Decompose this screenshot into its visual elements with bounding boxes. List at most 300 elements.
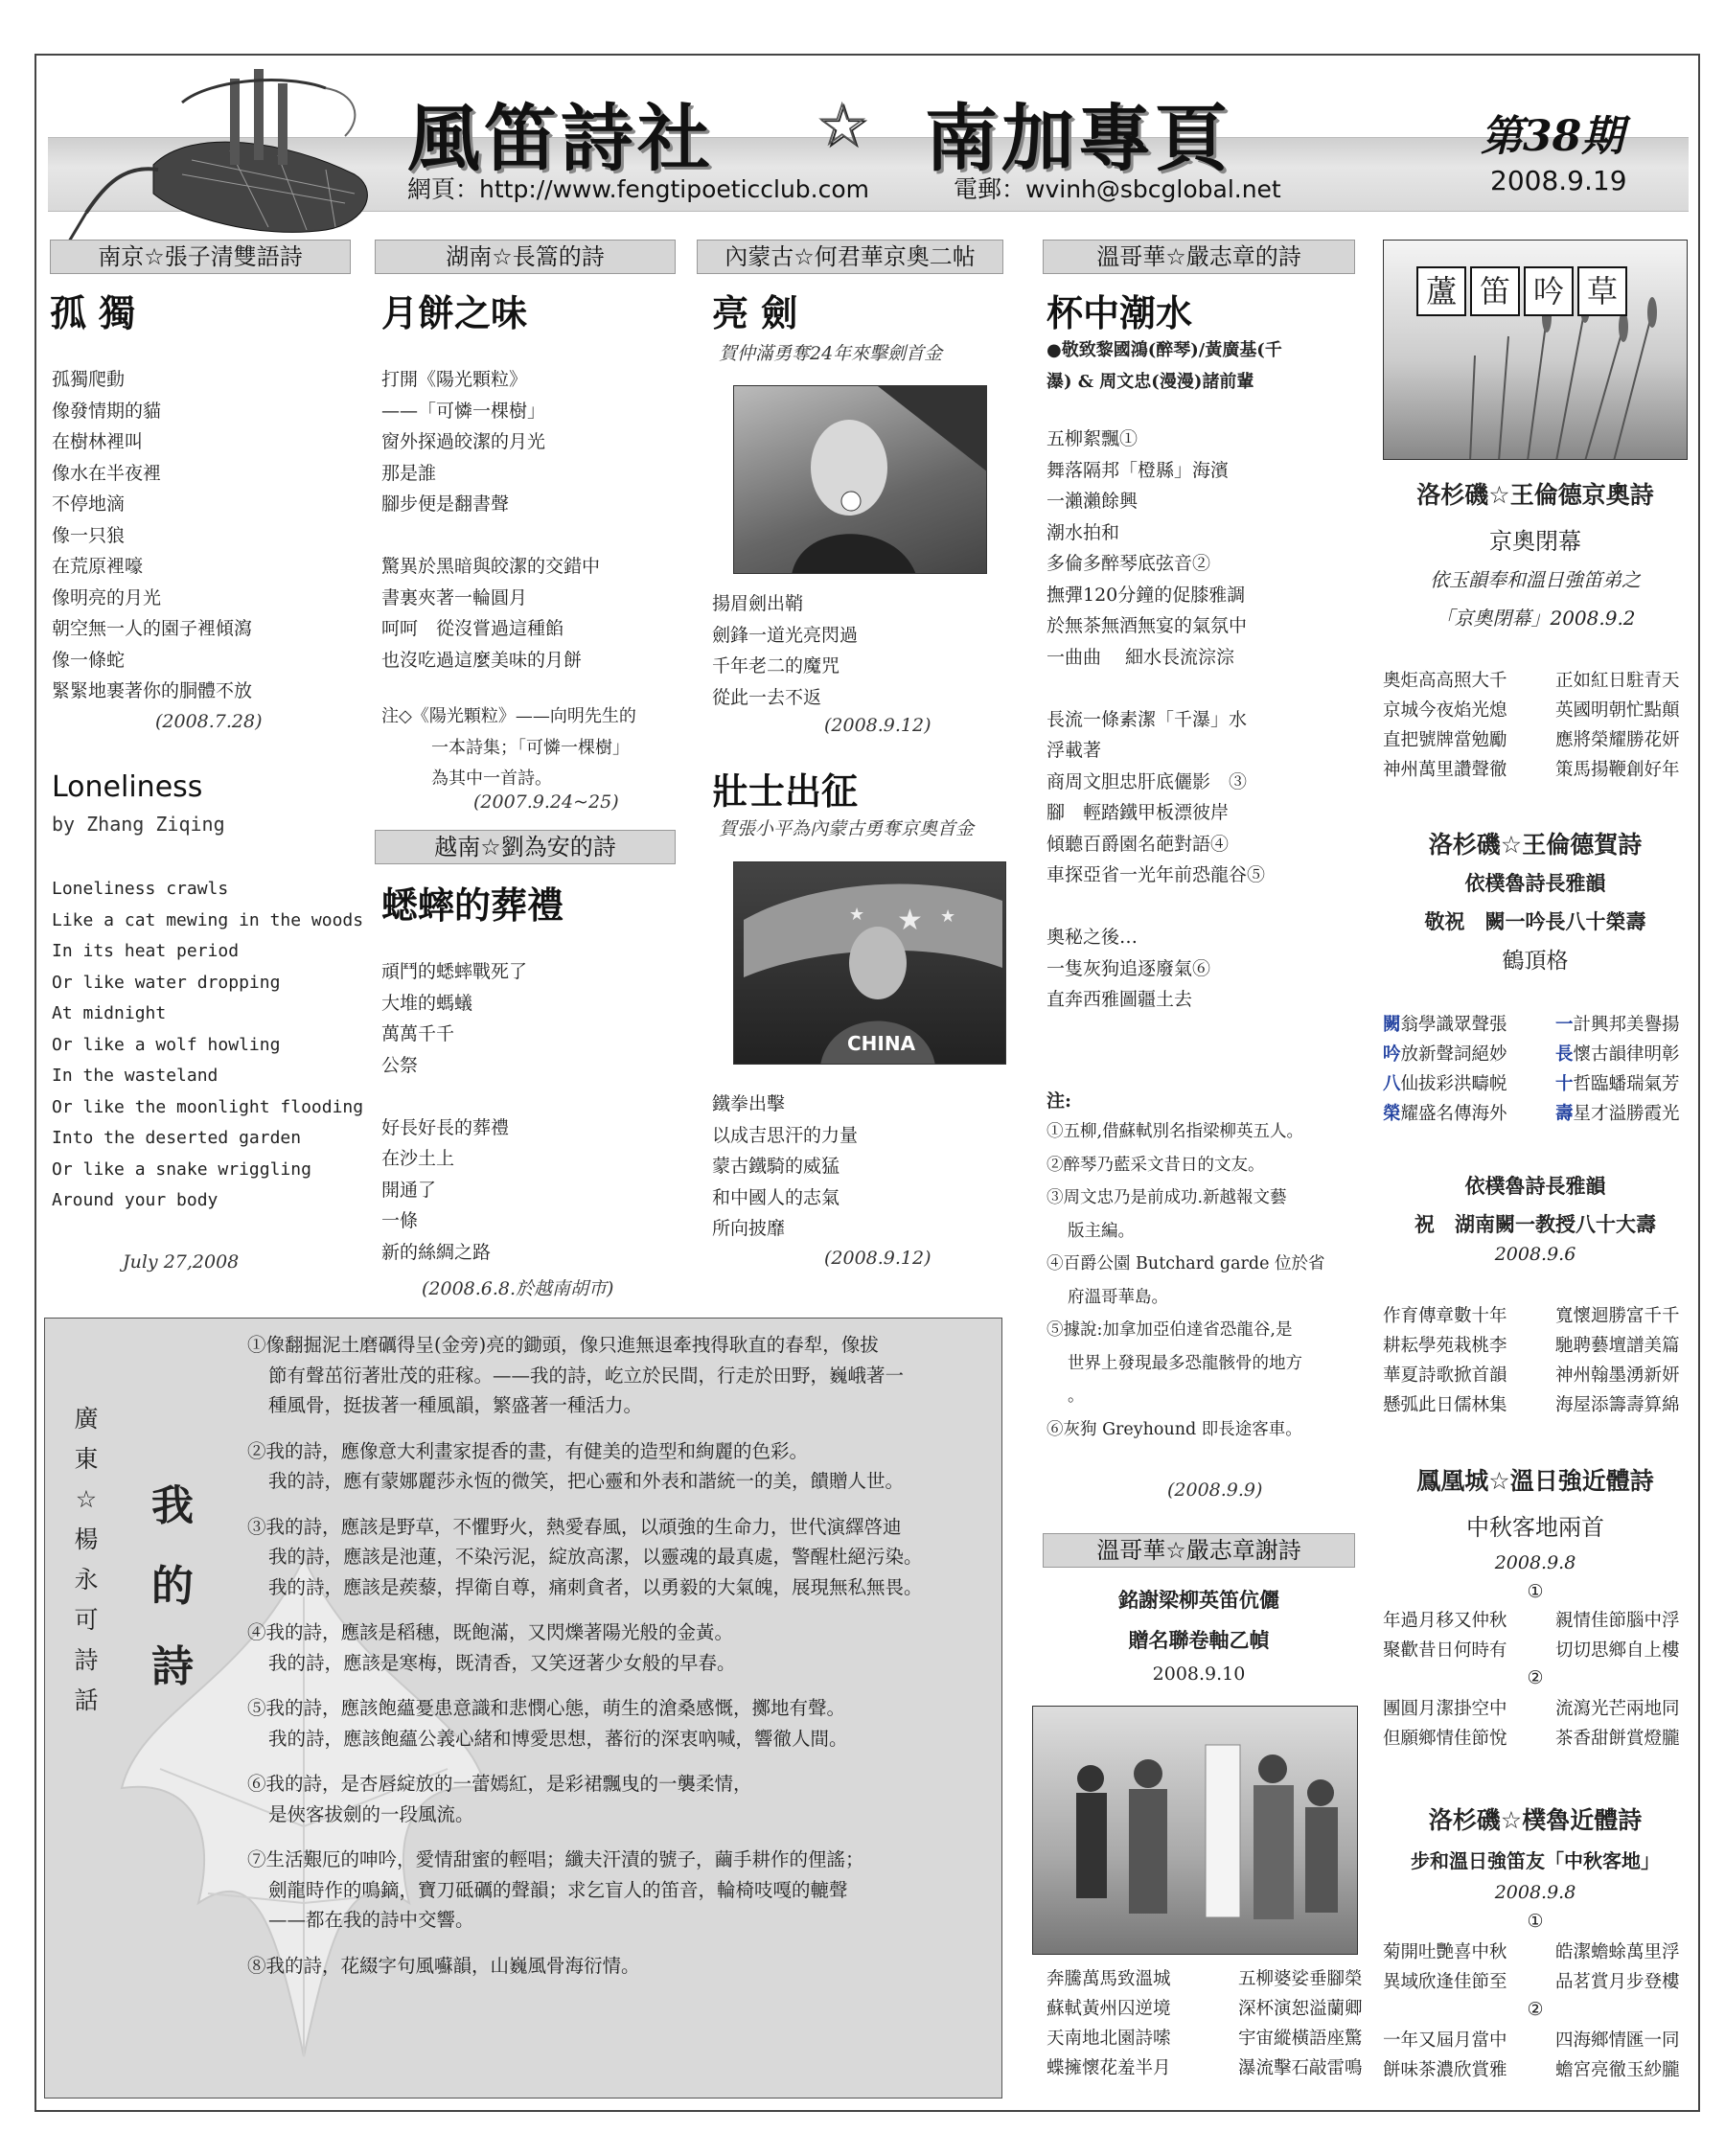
- poem-line: 流瀉光芒兩地同: [1555, 1699, 1680, 1719]
- poem-line: 撫彈120分鐘的促膝雅調: [1046, 584, 1246, 606]
- poem-line: 蝶擁懷花羞半月: [1046, 2058, 1171, 2078]
- svg-text:★: ★: [940, 906, 956, 927]
- talk-line: ④我的詩，應該是稻穗，既飽滿，又閃爍著陽光般的金黃。: [247, 1621, 734, 1643]
- poem-line: 於無茶無酒無宴的氣氛中: [1046, 615, 1248, 636]
- poem-line: 浮載著: [1046, 740, 1102, 761]
- title-char: 我: [151, 1481, 194, 1530]
- talk-paragraph: [247, 1769, 995, 1829]
- poem-line: 傾聽百爵園名葩對語④: [1046, 833, 1230, 855]
- poem-line: 萬萬千千: [381, 1023, 455, 1044]
- talk-paragraph: [247, 1330, 995, 1421]
- poem-line: 懸弧此日儒林集: [1383, 1395, 1507, 1415]
- poem-line: Or like the moonlight flooding: [52, 1096, 364, 1117]
- poem-line: [1555, 1040, 1699, 1069]
- issue-date: 2008.9.19: [1490, 165, 1627, 196]
- photo-jersey-text: CHINA: [847, 1032, 916, 1055]
- poem-line: [1383, 1069, 1544, 1099]
- talk-paragraph: [247, 1436, 995, 1497]
- website-link[interactable]: 網頁：http://www.fengtipoeticclub.com: [407, 175, 870, 203]
- talk-line: ①像翻掘泥土磨礪得呈(金旁)亮的鋤頭，像只進無退牽拽得耿直的春犁，像拔: [247, 1334, 879, 1356]
- poem-line: Like a cat mewing in the woods: [52, 909, 364, 930]
- poem-line: 公祭: [381, 1054, 419, 1076]
- note-line: ①五柳,借蘇軾別名指梁柳英五人。: [1046, 1122, 1304, 1141]
- acrostic-char: 八: [1383, 1074, 1401, 1094]
- poem-line: 新的絲綢之路: [381, 1241, 492, 1263]
- poem-couplet: [1383, 1938, 1699, 1967]
- poem-line: 天南地北園詩嗦: [1046, 2029, 1171, 2049]
- poem-line: 正如紅日駐青天: [1555, 671, 1680, 691]
- poem-line: 潮水拍和: [1046, 521, 1120, 543]
- thanks-poem-subtitle: 贈名聯卷軸乙幀: [1128, 1628, 1270, 1652]
- poem-line: 從此一去不返: [712, 686, 822, 708]
- acrostic-char: 榮: [1383, 1104, 1401, 1124]
- poem-line: 茶香甜餅賞燈朧: [1555, 1729, 1680, 1749]
- poem-line: Or like a snake wriggling: [52, 1158, 311, 1180]
- poem-couplet: [1383, 2055, 1699, 2085]
- poem-line: ——「可憐一棵樹」: [381, 400, 546, 422]
- fencer-photo: [733, 385, 987, 574]
- acrostic-char: 一: [1555, 1015, 1574, 1035]
- poem-couplet: [1383, 1040, 1699, 1069]
- poem-line: 一曲曲 細水長流淙淙: [1046, 646, 1235, 668]
- talk-line: ⑥我的詩，是杏唇綻放的一蕾嫣紅，是彩裙飄曳的一襲柔情，: [247, 1773, 752, 1795]
- acrostic-char: 壽: [1555, 1104, 1574, 1124]
- poem-line: [381, 520, 600, 552]
- author-char: 永: [74, 1566, 99, 1594]
- poem-title-sword: 亮 劍: [712, 292, 798, 334]
- acrostic-char: 吟: [1383, 1044, 1401, 1065]
- section-header-col2: 湖南☆長篙的詩: [375, 240, 676, 274]
- poem-couplet: [1383, 1967, 1699, 1997]
- section-header-col4b: 溫哥華☆嚴志章謝詩: [1043, 1533, 1355, 1568]
- poem-couplet: [1383, 2026, 1699, 2055]
- poem-couplet: [1046, 2024, 1409, 2053]
- logo-char: 草: [1577, 266, 1627, 316]
- poem-note: [381, 701, 636, 795]
- line-rest: 哲臨蟠瑞氣芳: [1573, 1074, 1680, 1094]
- poem-line: [1383, 1099, 1544, 1129]
- poem-couplet: [1383, 1724, 1699, 1754]
- poem-line: 劍鋒一道光亮閃過: [712, 624, 859, 646]
- poem-number: ①: [1527, 1911, 1544, 1932]
- poem-number: ①: [1527, 1581, 1544, 1602]
- poem-body-cricket: [381, 956, 527, 1268]
- note-line: 。: [1068, 1387, 1085, 1406]
- poem-line: Or like water dropping: [52, 972, 281, 993]
- poem-subtitle: 依樸魯詩長雅韻: [1464, 1174, 1606, 1198]
- note-line: 一本詩集；「可憐一棵樹」: [431, 737, 630, 758]
- poem-couplet: [1383, 1099, 1699, 1129]
- poem-date: (2008.9.9): [1167, 1479, 1263, 1501]
- poem-line: 窗外探過皎潔的月光: [381, 431, 546, 452]
- poem-body-olympic-closing: [1383, 666, 1699, 785]
- poem-line: 在樹林裡叫: [52, 431, 144, 452]
- author-char: 可: [74, 1606, 99, 1634]
- header-title-left: 風笛詩社: [407, 96, 714, 181]
- dedication-line: ●敬致黎國鴻(醉琴)/黃廣基(千: [1046, 340, 1282, 360]
- poetry-talk-title: [144, 1466, 201, 1708]
- poem-form: 鶴頂格: [1502, 949, 1569, 974]
- poem-line: 像一只狼: [52, 524, 126, 546]
- poem-line: 直把號牌當勉勵: [1383, 730, 1507, 750]
- talk-line: ⑦生活艱厄的呻吟，愛情甜蜜的輕唱；纖夫汗漬的號子，繭手耕作的俚謠；: [247, 1848, 864, 1870]
- email-link[interactable]: 電郵：wvinh@sbcglobal.net: [954, 175, 1281, 203]
- english-poem-title: Loneliness: [52, 770, 203, 804]
- poem-line: [1046, 891, 1265, 923]
- poem-line: Into the deserted garden: [52, 1128, 302, 1148]
- poem-line: 開通了: [381, 1179, 437, 1201]
- poem-subtitle: 賀張小平為內蒙古勇奪京奧首金: [719, 818, 975, 839]
- poem-line: Around your body: [52, 1190, 218, 1210]
- section-heading: 洛杉磯☆王倫德賀詩: [1428, 831, 1643, 859]
- poem-body-midautumn-2: [1383, 1694, 1699, 1754]
- logo-char: 蘆: [1416, 266, 1466, 316]
- talk-paragraph: [247, 1693, 995, 1754]
- poem-line: 蟾宮亮徹玉紗朧: [1555, 2060, 1680, 2080]
- poem-couplet: [1383, 1636, 1699, 1665]
- poem-notes: [1046, 1115, 1324, 1446]
- scroll-gift-photo: [1032, 1706, 1358, 1955]
- poem-line: 但願鄉情佳節悅: [1383, 1729, 1507, 1749]
- section-header-col2b: 越南☆劉為安的詩: [375, 830, 676, 864]
- poem-couplet: [1383, 725, 1699, 755]
- poem-date: 2008.9.6: [1494, 1244, 1576, 1265]
- poem-line: 呵呵 從沒嘗過這種餡: [381, 618, 564, 639]
- note-line: ④百爵公園 Butchard garde 位於省: [1046, 1254, 1325, 1273]
- poem-line: 蒙古鐵騎的威猛: [712, 1156, 840, 1177]
- poem-body-reply-2: [1383, 2026, 1699, 2085]
- poem-line: 在荒原裡嚎: [52, 556, 144, 577]
- line-rest: 計興邦美譽揚: [1573, 1015, 1680, 1035]
- poem-subtitle: 依玉韻奉和溫日強笛弟之: [1430, 568, 1641, 591]
- poem-line: 一條: [381, 1210, 419, 1231]
- poem-couplet: [1383, 1390, 1699, 1420]
- poetry-talk-body: [247, 1330, 995, 1981]
- note-line: 版主編。: [1068, 1221, 1135, 1241]
- poem-body-warrior: [712, 1089, 858, 1245]
- poem-line: 車探亞省一光年前恐龍谷⑤: [1046, 864, 1266, 885]
- poem-couplet: [1046, 1964, 1409, 1994]
- poem-line: 菊開吐艷喜中秋: [1383, 1942, 1507, 1962]
- poem-line: 神州萬里讚聲徹: [1383, 760, 1507, 780]
- author-char: ☆: [75, 1485, 98, 1513]
- poem-number: ②: [1527, 1667, 1544, 1688]
- notes-heading: 注:: [1046, 1090, 1072, 1112]
- poem-line: 宇宙縱橫語座驚: [1238, 2029, 1363, 2049]
- poem-couplet: [1383, 1010, 1699, 1040]
- english-poem-date: July 27,2008: [123, 1251, 240, 1273]
- poem-couplet: [1383, 1694, 1699, 1724]
- talk-line: ②我的詩，應像意大利畫家提香的畫，有健美的造型和絢麗的色彩。: [247, 1439, 809, 1462]
- poem-line: In its heat period: [52, 941, 240, 961]
- note-line: 世界上發現最多恐龍骸骨的地方: [1068, 1353, 1302, 1373]
- poem-body-mooncake: [381, 364, 600, 676]
- note-line: ②醉琴乃藍采文昔日的文友。: [1046, 1155, 1265, 1175]
- poem-line: 腳 輕踏鐵甲板漂彼岸: [1046, 802, 1230, 823]
- poem-line: 商周文胆忠肝底儷影 ③: [1046, 770, 1248, 792]
- poem-line: 策馬揚鞭創好年: [1555, 760, 1680, 780]
- poem-body-loneliness-zh: [52, 364, 252, 707]
- poem-line: 大堆的螞蟻: [381, 992, 473, 1014]
- group-figures: [1033, 1707, 1358, 1955]
- author-char: 話: [74, 1686, 99, 1714]
- talk-line: 我的詩，應有蒙娜麗莎永恆的微笑，把心靈和外表和諧統一的美，饋贈人世。: [268, 1470, 905, 1492]
- poem-line: 年過月移又仲秋: [1383, 1611, 1507, 1631]
- note-line: 府溫哥華島。: [1068, 1287, 1168, 1307]
- poem-line: 朝空無一人的園子裡傾瀉: [52, 618, 253, 639]
- bagpipe-illustration: [38, 59, 393, 241]
- section-header-col1: 南京☆張子清雙語詩: [50, 240, 351, 274]
- thanks-poem-title: 銘謝梁柳英笛伉儷: [1118, 1588, 1279, 1612]
- poem-line: At midnight: [52, 1003, 167, 1023]
- poem-line: [1555, 1010, 1699, 1040]
- poem-body-midautumn-1: [1383, 1606, 1699, 1665]
- poem-line: 像一條蛇: [52, 649, 126, 671]
- poem-couplet: [1383, 696, 1699, 725]
- talk-line: ⑤我的詩，應該飽蘊憂患意識和悲憫心態，萌生的滄桑感慨，擲地有聲。: [247, 1697, 846, 1719]
- talk-line: ③我的詩，應該是野草，不懼野火，熱愛春風，以頑強的生命力，世代演繹啓迪: [247, 1515, 902, 1538]
- talk-line: 種風骨，挺拔著一種風韻，繁盛著一種活力。: [268, 1394, 643, 1416]
- logo-char: 笛: [1470, 266, 1520, 316]
- poem-couplet: [1383, 1361, 1699, 1390]
- poem-line: 寬懷迴勝富千千: [1555, 1306, 1680, 1326]
- poem-couplet: [1046, 2053, 1409, 2083]
- poem-line: 一年又屆月當中: [1383, 2030, 1507, 2051]
- poem-line: 孤獨爬動: [52, 369, 126, 390]
- poem-line: 五柳婆娑垂腳榮: [1238, 1969, 1363, 1989]
- poem-line: 馳聘藝壇譜美篇: [1555, 1336, 1680, 1356]
- poem-line: Or like a wolf howling: [52, 1034, 281, 1055]
- note-line: 注◇《陽光顆粒》——向明先生的: [381, 706, 636, 726]
- poem-line: 奧炬高高照大千: [1383, 671, 1507, 691]
- poem-title-mooncake: 月餅之味: [381, 292, 528, 334]
- poem-title-loneliness-zh: 孤 獨: [50, 292, 136, 334]
- author-char: 楊: [74, 1525, 99, 1553]
- poem-line: 緊緊地裹著你的胴體不放: [52, 680, 253, 701]
- poem-title-tide: 杯中潮水: [1046, 292, 1193, 334]
- poem-line: 書裏夾著一輪圓月: [381, 586, 528, 608]
- poem-line: 好長好長的葬禮: [381, 1116, 510, 1138]
- author-char: 東: [74, 1445, 99, 1473]
- poem-dedication: [1046, 335, 1282, 398]
- poem-line: 皓潔蟾蜍萬里浮: [1555, 1942, 1680, 1962]
- poem-line: 一隻灰狗追逐廢氣⑥: [1046, 957, 1211, 979]
- poem-couplet: [1383, 1069, 1699, 1099]
- poem-line: 打開《陽光顆粒》: [381, 369, 528, 390]
- poem-line: In the wasteland: [52, 1066, 218, 1086]
- poem-line: 在沙土上: [381, 1148, 455, 1169]
- acrostic-char: 十: [1555, 1074, 1574, 1094]
- poem-date: (2008.9.12): [824, 1248, 932, 1269]
- line-rest: 懷古韻律明彰: [1573, 1044, 1680, 1065]
- poem-couplet: [1383, 1301, 1699, 1331]
- poem-line: [1555, 1099, 1699, 1129]
- talk-line: 我的詩，應該飽蘊公義心緒和博愛思想，蕃衍的深衷吶喊，響徹人間。: [268, 1727, 848, 1750]
- poem-line: 品茗賞月步登樓: [1555, 1972, 1680, 1992]
- poem-line: Loneliness crawls: [52, 879, 229, 899]
- poem-title-cricket: 蟋蟀的葬禮: [381, 884, 564, 927]
- poem-line: 那是誰: [381, 462, 437, 484]
- poem-line: 多倫多醉琴底弦音②: [1046, 553, 1211, 574]
- poetry-talk-author: [69, 1399, 104, 1721]
- poem-line: 親情佳節腦中浮: [1555, 1611, 1680, 1631]
- note-line: 為其中一首詩。: [431, 768, 552, 789]
- poem-line: 像水在半夜裡: [52, 462, 162, 484]
- poem-line: 像明亮的月光: [52, 586, 162, 608]
- author-char: 廣: [74, 1405, 99, 1433]
- poem-line: 舞落隔邦「橙縣」海濱: [1046, 459, 1230, 481]
- talk-line: 我的詩，應該是蒺藜，捍衛自尊，痛刺貪者，以勇毅的大氣魄，展現無私無畏。: [268, 1575, 923, 1598]
- note-date: (2007.9.24~25): [473, 791, 619, 813]
- poem-line: 深杯演恕溢蘭卿: [1238, 1999, 1363, 2019]
- poem-subtitle: 「京奧閉幕」2008.9.2: [1435, 607, 1636, 630]
- poem-line: 四海鄉情匯一同: [1555, 2030, 1680, 2051]
- poem-subtitle: 賀仲滿勇奪24年來擊劍首金: [719, 343, 943, 364]
- poem-line: 海屋添籌壽算綿: [1555, 1395, 1680, 1415]
- poem-body-birthday-acrostic: [1383, 1010, 1699, 1129]
- poem-line: 直奔西雅圖疆土去: [1046, 989, 1193, 1010]
- note-line: ③周文忠乃是前成功.新越報文藝: [1046, 1188, 1287, 1207]
- talk-paragraph: [247, 1845, 995, 1936]
- poem-line: 和中國人的志氣: [712, 1186, 840, 1208]
- poem-line: 長流一條素潔「千瀑」水: [1046, 708, 1248, 730]
- poem-line: 腳步便是翻書聲: [381, 493, 510, 515]
- thanks-poem-body: [1046, 1964, 1409, 2083]
- talk-line: 我的詩，應該是寒梅，既清香，又笑迓著少女般的早春。: [268, 1651, 736, 1674]
- english-poem-body: [52, 874, 363, 1217]
- poem-line: 切切思鄉自上樓: [1555, 1640, 1680, 1661]
- talk-line: ⑧我的詩，花綴字句風囌韻，山巍風骨海衍情。: [247, 1954, 640, 1977]
- acrostic-char: 闕: [1383, 1015, 1401, 1035]
- poem-line: [1383, 1010, 1544, 1040]
- author-char: 詩: [74, 1646, 99, 1674]
- poem-couplet: [1383, 755, 1699, 785]
- line-rest: 放新聲詞絕妙: [1400, 1044, 1507, 1065]
- fencer-figure: [734, 386, 987, 574]
- title-char: 詩: [151, 1642, 194, 1691]
- english-poem-author: by Zhang Ziqing: [52, 813, 225, 836]
- poem-line: [1555, 1069, 1699, 1099]
- poem-line: 京城今夜焰光熄: [1383, 700, 1507, 721]
- talk-paragraph: [247, 1512, 995, 1603]
- poem-date: (2008.6.8.於越南胡市): [422, 1278, 614, 1299]
- section-heading: 鳳凰城☆溫日強近體詩: [1416, 1467, 1654, 1495]
- poem-line: [1383, 1040, 1544, 1069]
- logo-char: 吟: [1524, 266, 1574, 316]
- reed-logo-title: [1416, 266, 1627, 316]
- section-header-col3: 內蒙古☆何君華京奧二帖: [697, 240, 1003, 274]
- poem-subtitle: 步和溫日強笛友「中秋客地」: [1411, 1849, 1660, 1872]
- poem-date: 2008.9.8: [1494, 1552, 1576, 1573]
- boxer-figure: [734, 862, 1006, 1065]
- section-heading: 洛杉磯☆樸魯近體詩: [1428, 1806, 1643, 1834]
- talk-paragraph: [247, 1617, 995, 1678]
- svg-text:★: ★: [849, 905, 865, 925]
- talk-line: 劍龍時作的鳴鏑，寶刀砥礪的聲韻；求乞盲人的笛音，輪椅吱嘎的轆聲: [268, 1878, 848, 1901]
- poem-line: 耕耘學苑栽桃李: [1383, 1336, 1507, 1356]
- poem-line: 蘇軾黃州囚逆境: [1046, 1999, 1171, 2019]
- talk-line: ——都在我的詩中交響。: [268, 1909, 474, 1931]
- poem-line: 以成吉思汗的力量: [712, 1124, 859, 1146]
- thanks-poem-date: 2008.9.10: [1152, 1663, 1246, 1685]
- poem-line: 神州翰墨湧新妍: [1555, 1365, 1680, 1386]
- poem-body-sword: [712, 588, 858, 713]
- section-heading: 洛杉磯☆王倫德京奧詩: [1416, 481, 1654, 509]
- poem-title: 京奧閉幕: [1489, 528, 1581, 555]
- line-rest: 仙拔彩洪疇帨: [1400, 1074, 1507, 1094]
- poem-body-tide: [1046, 424, 1265, 1016]
- poem-line: 餅味茶濃欣賞雅: [1383, 2060, 1507, 2080]
- poem-title-warrior: 壯士出征: [712, 770, 859, 813]
- talk-line: 我的詩，應該是池蓮，不染污泥，綻放高潔，以靈魂的最真處，警醒杜絕污染。: [268, 1546, 923, 1568]
- poem-line: 華夏詩歌掀首韻: [1383, 1365, 1507, 1386]
- poem-date: (2008.9.12): [824, 715, 932, 736]
- poem-subtitle: 依樸魯詩長雅韻: [1464, 871, 1606, 895]
- acrostic-char: 長: [1555, 1044, 1574, 1065]
- poem-line: 像發情期的貓: [52, 400, 162, 422]
- poem-number: ②: [1527, 1999, 1544, 2020]
- issue-number: 第38期: [1481, 112, 1624, 161]
- talk-paragraph: [247, 1951, 995, 1982]
- poem-line: 揚眉劍出鞘: [712, 593, 804, 614]
- poem-line: 頑鬥的蟋蟀戰死了: [381, 961, 528, 982]
- boxer-photo: [733, 861, 1006, 1065]
- note-line: ⑥灰狗 Greyhound 即長途客車。: [1046, 1419, 1302, 1439]
- poem-subtitle: 敬祝 闕一吟長八十榮壽: [1424, 909, 1646, 933]
- poem-body-birthday: [1383, 1301, 1699, 1420]
- poem-line: 鐵拳出擊: [712, 1093, 786, 1114]
- poem-body-reply-1: [1383, 1938, 1699, 1997]
- dedication-line: 瀑) & 周文忠(漫漫)諸前輩: [1046, 371, 1254, 392]
- poem-line: [381, 1081, 527, 1112]
- poem-line: 一瀨瀨餘興: [1046, 491, 1138, 512]
- title-char: 的: [151, 1562, 194, 1611]
- poem-line: 奔騰萬馬致溫城: [1046, 1969, 1171, 1989]
- poem-couplet: [1383, 666, 1699, 696]
- header-star: ☆: [815, 90, 870, 161]
- poem-line: 也沒吃過這麼美味的月餅: [381, 649, 583, 671]
- poem-subtitle: 祝 湖南闕一教授八十大壽: [1414, 1212, 1656, 1236]
- poem-line: 不停地滴: [52, 493, 126, 515]
- poem-line: [1046, 673, 1265, 704]
- poem-line: 千年老二的魔咒: [712, 655, 840, 677]
- poem-line: 英國明朝忙點顛: [1555, 700, 1680, 721]
- poem-line: 所向披靡: [712, 1218, 786, 1239]
- poem-date: (2008.7.28): [155, 711, 263, 732]
- line-rest: 翁學識眾聲張: [1400, 1015, 1507, 1035]
- talk-line: 節有聲茁衍著壯茂的莊稼。——我的詩，屹立於民間，行走於田野，巍峨著一: [268, 1364, 905, 1387]
- poem-couplet: [1383, 1606, 1699, 1636]
- poem-line: 瀑流擊石敲雷鳴: [1238, 2058, 1363, 2078]
- section-header-col4: 溫哥華☆嚴志章的詩: [1043, 240, 1355, 274]
- note-line: ⑤據說:加拿加亞伯達省恐龍谷,是: [1046, 1320, 1293, 1340]
- header-title-right: 南加專頁: [925, 96, 1231, 181]
- poem-line: 五柳絮飄①: [1046, 428, 1138, 449]
- poem-title: 中秋客地兩首: [1466, 1514, 1604, 1541]
- poem-couplet: [1046, 1994, 1409, 2024]
- svg-text:★: ★: [897, 904, 923, 937]
- poem-line: 團圓月潔掛空中: [1383, 1699, 1507, 1719]
- talk-line: 是俠客拔劍的一段風流。: [268, 1802, 474, 1825]
- poem-line: 奧秘之後…: [1046, 927, 1138, 948]
- line-rest: 耀盛名傳海外: [1400, 1104, 1507, 1124]
- poem-line: 作育傳章數十年: [1383, 1306, 1507, 1326]
- poem-couplet: [1383, 1331, 1699, 1361]
- line-rest: 星才溢勝霞光: [1573, 1104, 1680, 1124]
- poem-line: 聚歡昔日何時有: [1383, 1640, 1507, 1661]
- poem-line: 異域欣逢佳節至: [1383, 1972, 1507, 1992]
- poem-line: 驚異於黑暗與皎潔的交錯中: [381, 556, 601, 577]
